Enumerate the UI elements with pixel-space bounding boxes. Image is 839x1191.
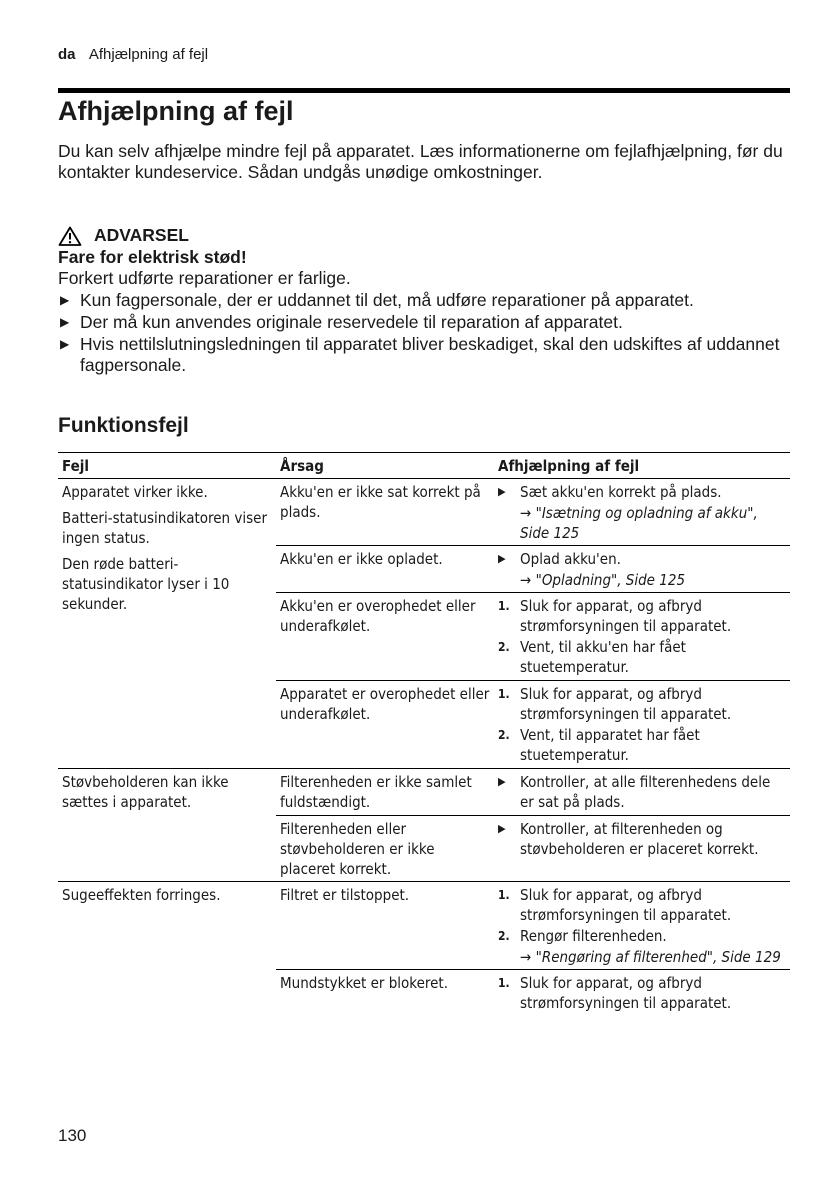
arsag-cell: Apparatet er overophedet eller underafkølet.: [276, 681, 494, 769]
remedy-cell: ▶ Kontroller, at alle filterenhedens dele er sat på plads.: [494, 769, 790, 816]
arsag-cell: Akku'en er overophedet eller underafkølet.: [276, 593, 494, 681]
running-header: [58, 46, 208, 63]
remedy-cell: ▶ Oplad akku'en. → "Opladning", Side 125: [494, 546, 790, 593]
warning-text: Forkert udførte reparationer er farlige.: [58, 268, 351, 288]
fejl-cell: Sugeeffekten forringes.: [62, 886, 221, 904]
bullet-icon: ▶: [498, 485, 506, 498]
intro-paragraph: Du kan selv afhjælpe mindre fejl på apparatet. Læs informationerne om fejlafhjælpning, før du kontakter kundeservice. Sådan undgås unødige omkostninger.: [58, 141, 783, 182]
header-arsag: Årsag: [276, 453, 494, 479]
remedy-cell: 1. Sluk for apparat, og afbryd strømforsyningen til apparatet.: [498, 974, 732, 1012]
bullet-icon: ▶: [498, 822, 506, 835]
list-item: ▶ Kun fagpersonale, der er uddannet til det, må udføre reparationer på apparatet.: [60, 290, 694, 310]
bullet-icon: ▶: [60, 293, 70, 307]
header-fejl: Fejl: [58, 453, 276, 479]
fejl-cell: Apparatet virker ikke. Batteri-statusindikatoren viser ingen status. Den røde batteri-statusindikator lyser i 10 sekunder.: [58, 479, 276, 769]
list-item: ▶ Hvis nettilslutningsledningen til apparatet bliver beskadiget, skal den udskiftes af uddannet fagpersonale.: [60, 334, 780, 375]
table-row: [58, 882, 790, 970]
fejl-cell: Støvbeholderen kan ikke sættes i apparatet.: [58, 769, 276, 882]
arrow-icon: →: [520, 504, 532, 522]
section-title: Funktionsfejl: [58, 414, 189, 437]
cross-reference: "Isætning og opladning af akku", Side 125: [520, 504, 758, 542]
warning-label: ADVARSEL: [94, 225, 189, 245]
warning-title: [58, 225, 189, 246]
arsag-cell: Filtret er tilstoppet.: [276, 882, 494, 970]
arsag-cell: Akku'en er ikke opladet.: [276, 546, 494, 593]
page-number: 130: [58, 1126, 87, 1145]
bullet-icon: ▶: [498, 775, 506, 788]
table-header-row: [58, 453, 790, 479]
header-afhjaelpning: Afhjælpning af fejl: [494, 453, 790, 479]
remedy-cell: 1. Sluk for apparat, og afbryd strømforsyningen til apparatet. 2. Vent, til akku'en har fået stuetemperatur.: [494, 593, 790, 681]
table-row: [58, 479, 790, 546]
cross-reference: "Opladning", Side 125: [535, 571, 686, 589]
remedy-cell: ▶ Sæt akku'en korrekt på plads. → "Isætning og opladning af akku", Side 125: [494, 479, 790, 546]
cross-reference: "Rengøring af filterenhed", Side 129: [535, 948, 781, 966]
warning-triangle-icon: [58, 226, 82, 246]
page-title: Afhjælpning af fejl: [58, 96, 294, 126]
header-section: Afhjælpning af fejl: [88, 46, 209, 63]
list-item: ▶ Der må kun anvendes originale reservedele til reparation af apparatet.: [60, 312, 623, 332]
arsag-cell: Filterenheden er ikke samlet fuldstændigt.: [276, 769, 494, 816]
title-rule: [58, 88, 790, 93]
arsag-cell: Akku'en er ikke sat korrekt på plads.: [276, 479, 494, 546]
bullet-icon: ▶: [498, 552, 506, 565]
arrow-icon: →: [520, 948, 532, 966]
remedy-cell: ▶ Kontroller, at filterenheden og støvbeholderen er placeret korrekt.: [494, 816, 790, 882]
warning-heading: Fare for elektrisk stød!: [58, 247, 247, 267]
table-row: [58, 769, 790, 816]
arrow-icon: →: [520, 571, 532, 589]
bullet-icon: ▶: [60, 337, 70, 351]
remedy-cell: 1. Sluk for apparat, og afbryd strømforsyningen til apparatet. 2. Vent, til apparatet har fået stuetemperatur.: [494, 681, 790, 769]
arsag-cell: Filterenheden eller støvbeholderen er ikke placeret korrekt.: [276, 816, 494, 882]
bullet-icon: ▶: [60, 315, 70, 329]
remedy-cell: 1. Sluk for apparat, og afbryd strømforsyningen til apparatet. 2. Rengør filterenheden. → "Rengøring af filterenhed", Side 129: [494, 882, 790, 970]
language-code: da: [58, 46, 76, 63]
arsag-cell: Mundstykket er blokeret.: [280, 974, 448, 992]
troubleshooting-table: [58, 452, 790, 1016]
warning-list: [58, 290, 788, 377]
